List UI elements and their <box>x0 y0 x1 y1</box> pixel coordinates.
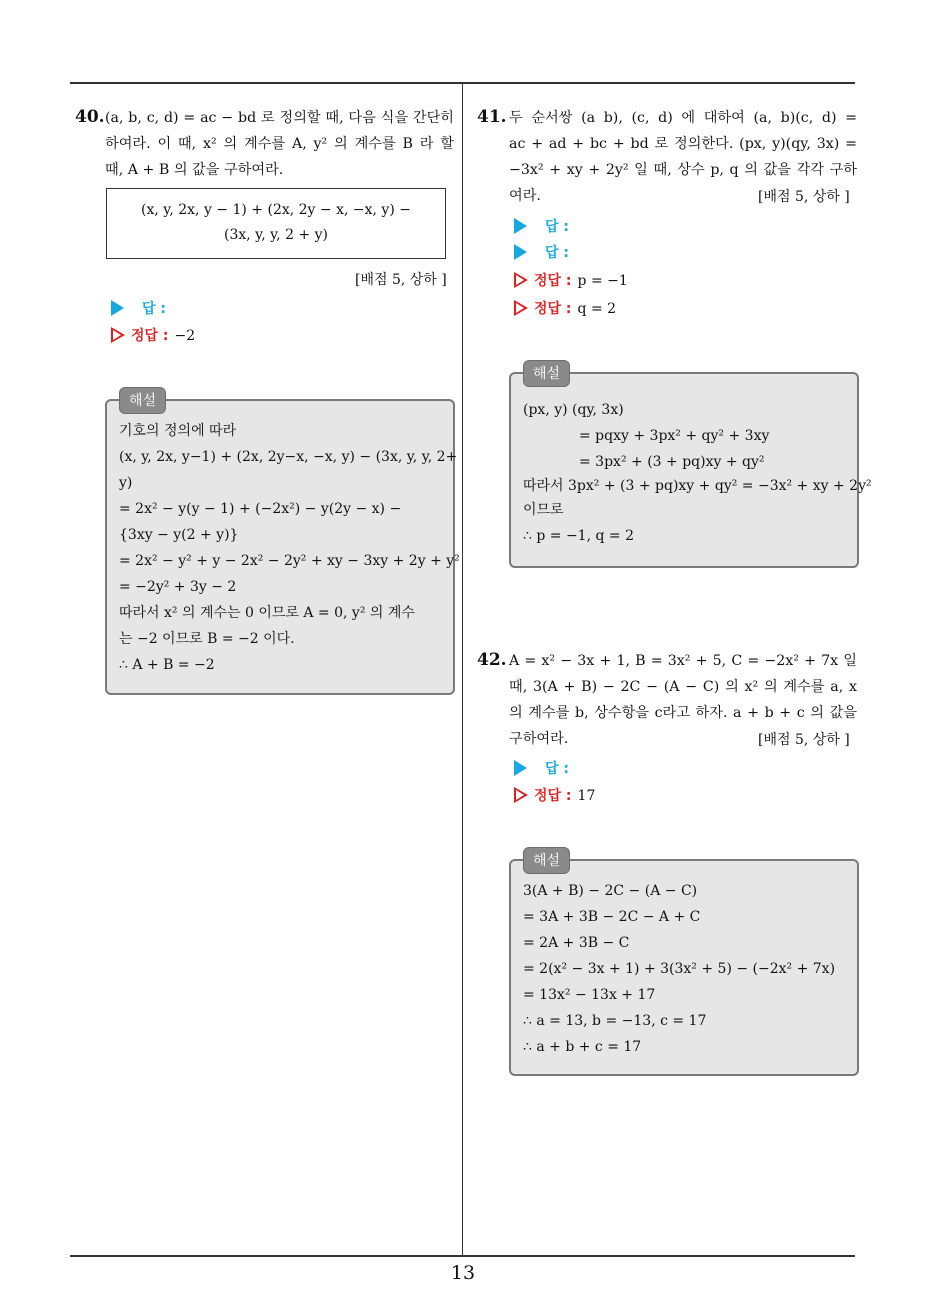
q41-solution-box <box>509 372 872 568</box>
q41-correct-value-2: q = 2 <box>577 301 617 317</box>
q40-sol-line-4: = 2x² − y(y − 1) + (−2x²) − y(2y − x) − <box>119 501 402 517</box>
q42-text-line-4: 구하여라. <box>509 731 569 747</box>
q41-text-line-1: 두 순서쌍 (a b), (c, d) 에 대하여 (a, b)(c, d) = <box>509 110 857 126</box>
q40-box-line-2: (3x, y, y, 2 + y) <box>224 227 328 243</box>
q41-answer-label-1: 답 : <box>545 219 569 235</box>
q40-text-line-1: (a, b, c, d) = ac − bd 로 정의할 때, 다음 식을 간단히 <box>105 110 454 126</box>
q40-score: [배점 5, 상하 ] <box>355 272 447 288</box>
q41-answer-label-2: 답 : <box>545 245 569 261</box>
q42-sol-line-6: ∴ a = 13, b = −13, c = 17 <box>523 1013 707 1029</box>
column-divider <box>462 83 463 1256</box>
q42-solution-box <box>509 859 859 1076</box>
q40-sol-line-7: = −2y² + 3y − 2 <box>119 579 237 595</box>
q40-sol-line-9: 는 −2 이므로 B = −2 이다. <box>119 631 295 647</box>
q41-correct-row-2 <box>514 298 616 318</box>
q40-text-line-2: 하여라. 이 때, x² 의 계수를 A, y² 의 계수를 B 라 할 <box>105 136 454 152</box>
q40-sol-line-5: {3xy − y(2 + y)} <box>119 527 239 543</box>
q42-text-line-3: 의 계수를 b, 상수항을 c라고 하자. a + b + c 의 값을 <box>509 705 857 721</box>
q42-correct-row <box>514 785 595 805</box>
q40-sol-line-2: (x, y, 2x, y−1) + (2x, 2y−x, −x, y) − (3x, y, y, 2+ <box>119 449 458 465</box>
q42-score: [배점 5, 상하 ] <box>758 732 850 748</box>
outline-arrow-icon <box>111 327 125 343</box>
play-arrow-icon <box>514 218 527 234</box>
q41-solution-tag: 해설 <box>523 360 570 387</box>
q41-correct-label-2: 정답 : <box>534 301 572 317</box>
q42-text-line-2: 때, 3(A + B) − 2C − (A − C) 의 x² 의 계수를 a, x <box>509 679 857 695</box>
play-arrow-icon <box>514 760 527 776</box>
q40-text-line-3: 때, A + B 의 값을 구하여라. <box>105 162 284 178</box>
q42-number: 42. <box>477 650 507 670</box>
q40-answer-label: 답 : <box>142 301 166 317</box>
q42-sol-line-7: ∴ a + b + c = 17 <box>523 1039 642 1055</box>
outline-arrow-icon <box>514 300 528 316</box>
q41-answer-row-1[interactable] <box>514 216 569 236</box>
q40-correct-label: 정답 : <box>131 328 169 344</box>
q41-text-line-2: ac + ad + bc + bd 로 정의한다. (px, y)(qy, 3x) = <box>509 136 857 152</box>
page-number: 13 <box>450 1262 476 1284</box>
q41-sol-line-3: = 3px² + (3 + pq)xy + qy² <box>579 454 765 470</box>
q40-correct-row <box>111 325 195 345</box>
play-arrow-icon <box>111 300 124 316</box>
q42-answer-row[interactable] <box>514 758 569 778</box>
bottom-rule <box>70 1255 855 1257</box>
q41-sol-line-5: 이므로 <box>523 502 564 518</box>
q41-number: 41. <box>477 107 507 127</box>
q40-answer-row[interactable] <box>111 298 166 318</box>
q40-box-line-1: (x, y, 2x, y − 1) + (2x, 2y − x, −x, y) − <box>141 202 411 218</box>
q40-solution-box <box>105 399 460 695</box>
outline-arrow-icon <box>514 272 528 288</box>
q42-sol-line-1: 3(A + B) − 2C − (A − C) <box>523 883 698 899</box>
outline-arrow-icon <box>514 787 528 803</box>
q42-sol-line-5: = 13x² − 13x + 17 <box>523 987 656 1003</box>
q41-text-line-4: 여라. <box>509 188 541 204</box>
q40-sol-line-1: 기호의 정의에 따라 <box>119 423 237 439</box>
q42-sol-line-4: = 2(x² − 3x + 1) + 3(3x² + 5) − (−2x² + 7x) <box>523 961 836 977</box>
q41-sol-line-1: (px, y) (qy, 3x) <box>523 402 624 418</box>
q42-sol-line-2: = 3A + 3B − 2C − A + C <box>523 909 701 925</box>
q41-correct-value-1: p = −1 <box>577 273 628 289</box>
q41-text-line-3: −3x² + xy + 2y² 일 때, 상수 p, q 의 값을 각각 구하 <box>509 162 857 178</box>
q40-expression-box <box>106 188 446 259</box>
q42-text-line-1: A = x² − 3x + 1, B = 3x² + 5, C = −2x² + 7x 일 <box>509 653 857 669</box>
q40-sol-line-6: = 2x² − y² + y − 2x² − 2y² + xy − 3xy + 2y + y² <box>119 553 460 569</box>
q41-correct-label-1: 정답 : <box>534 273 572 289</box>
q40-sol-line-8: 따라서 x² 의 계수는 0 이므로 A = 0, y² 의 계수 <box>119 605 415 621</box>
q42-correct-label: 정답 : <box>534 788 572 804</box>
q41-correct-row-1 <box>514 270 628 290</box>
q41-answer-row-2[interactable] <box>514 242 569 262</box>
q42-sol-line-3: = 2A + 3B − C <box>523 935 630 951</box>
q40-solution-tag: 해설 <box>119 387 166 414</box>
q40-number: 40. <box>75 107 105 127</box>
q41-score: [배점 5, 상하 ] <box>758 189 850 205</box>
q40-sol-line-3: y) <box>119 475 133 491</box>
q41-sol-line-2: = pqxy + 3px² + qy² + 3xy <box>579 428 770 444</box>
q41-sol-line-6: ∴ p = −1, q = 2 <box>523 528 634 544</box>
q40-correct-value: −2 <box>174 328 196 344</box>
play-arrow-icon <box>514 244 527 260</box>
q42-correct-value: 17 <box>577 788 596 804</box>
q42-solution-tag: 해설 <box>523 847 570 874</box>
q41-sol-line-4: 따라서 3px² + (3 + pq)xy + qy² = −3x² + xy + 2y² <box>523 478 872 494</box>
q42-answer-label: 답 : <box>545 761 569 777</box>
q40-sol-line-10: ∴ A + B = −2 <box>119 657 215 673</box>
